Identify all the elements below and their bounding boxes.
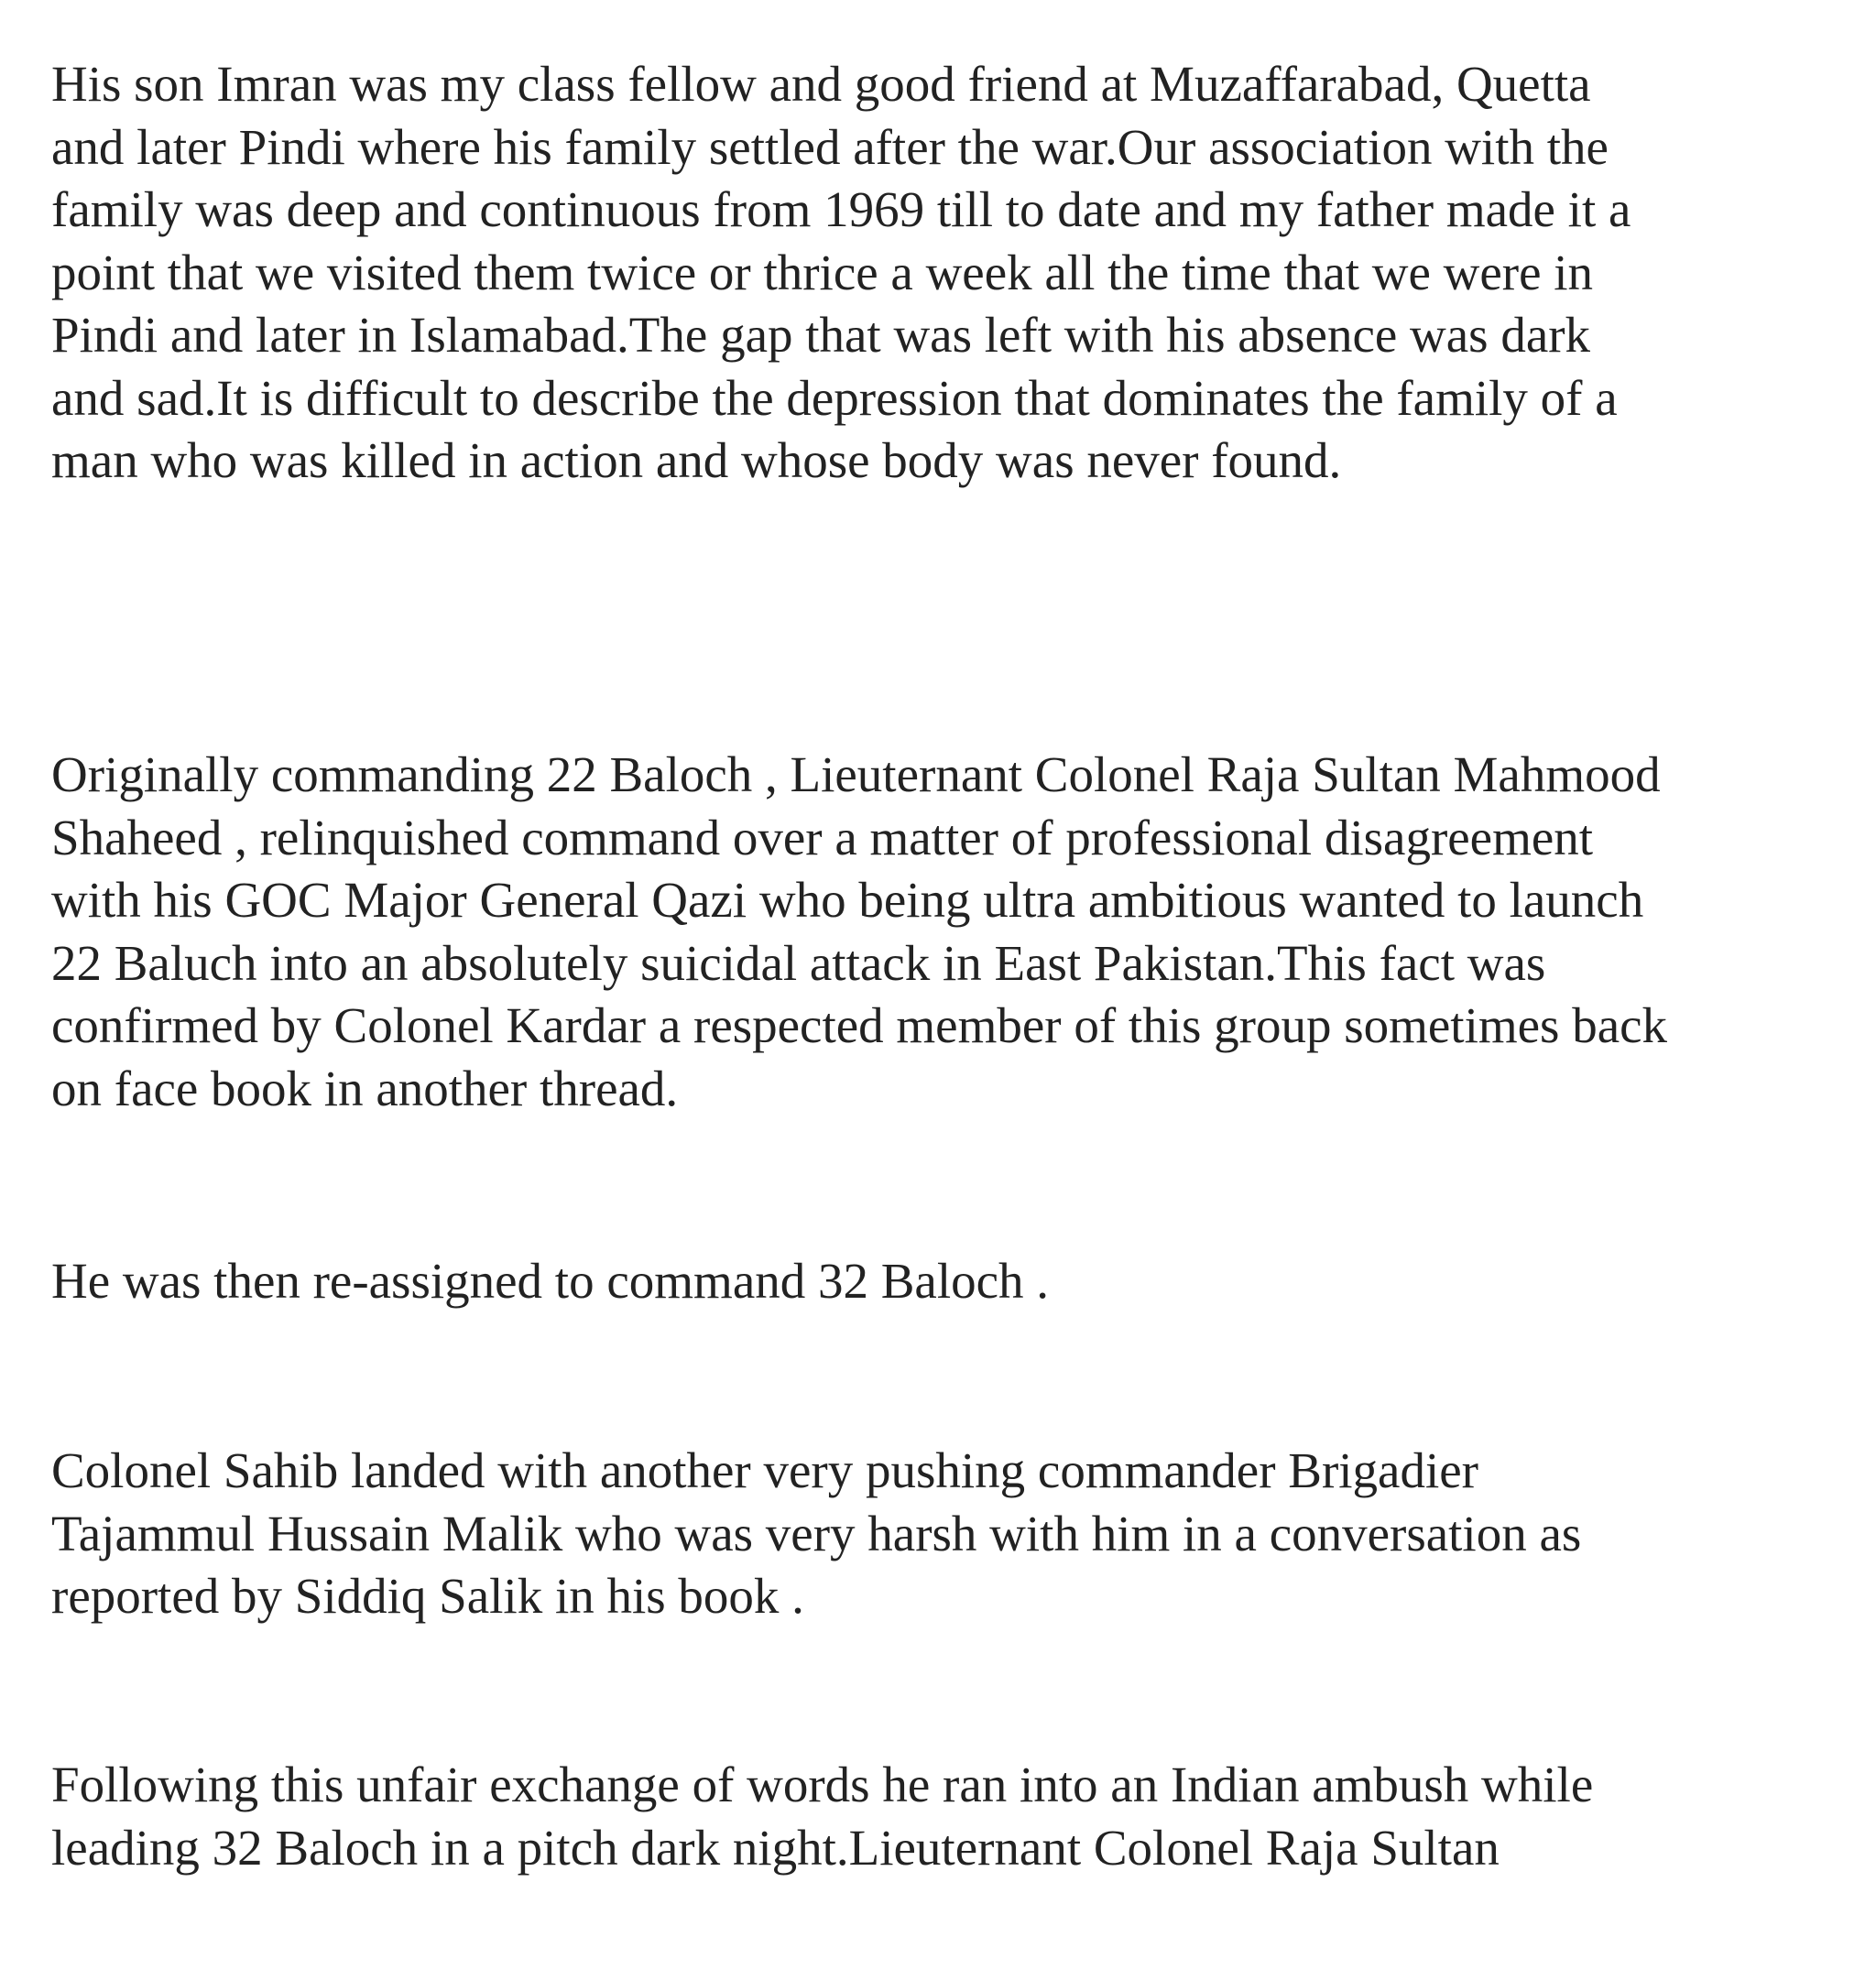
paragraph-32-baloch-reassignment: He was then re-assigned to command 32 Baloch . — [51, 1253, 1050, 1309]
paragraph-brigadier-conversation: Colonel Sahib landed with another very pushing commander Brigadier Tajammul Hussain Malik who was very harsh with him in a conversation as reported by Siddiq Salik in his book . — [51, 1442, 1582, 1624]
paragraph-indian-ambush: Following this unfair exchange of words he ran into an Indian ambush while leading 32 Baloch in a pitch dark night.Lieuternant Colonel Raja Sultan — [51, 1757, 1594, 1876]
paragraph-imran-family: His son Imran was my class fellow and good friend at Muzaffarabad, Quetta and later Pindi where his family settled after the war.Our association with the family was deep and continuous from 1969 till to date and my father made it a point that we visited them twice or thrice a week all the time that we were in Pindi and later in Islamabad.The gap that was left with his absence was dark and sad.It is difficult to describe the depression that dominates the family of a man who was killed in action and whose body was never found. — [51, 56, 1631, 488]
paragraph-22-baloch-command: Originally commanding 22 Baloch , Lieuternant Colonel Raja Sultan Mahmood Shaheed , relinquished command over a matter of professional disagreement with his GOC Major General Qazi who being ultra ambitious wanted to launch 22 Baluch into an absolutely suicidal attack in East Pakistan.This fact was confirmed by Colonel Kardar a respected member of this group sometimes back on face book in another thread. — [51, 746, 1668, 1116]
